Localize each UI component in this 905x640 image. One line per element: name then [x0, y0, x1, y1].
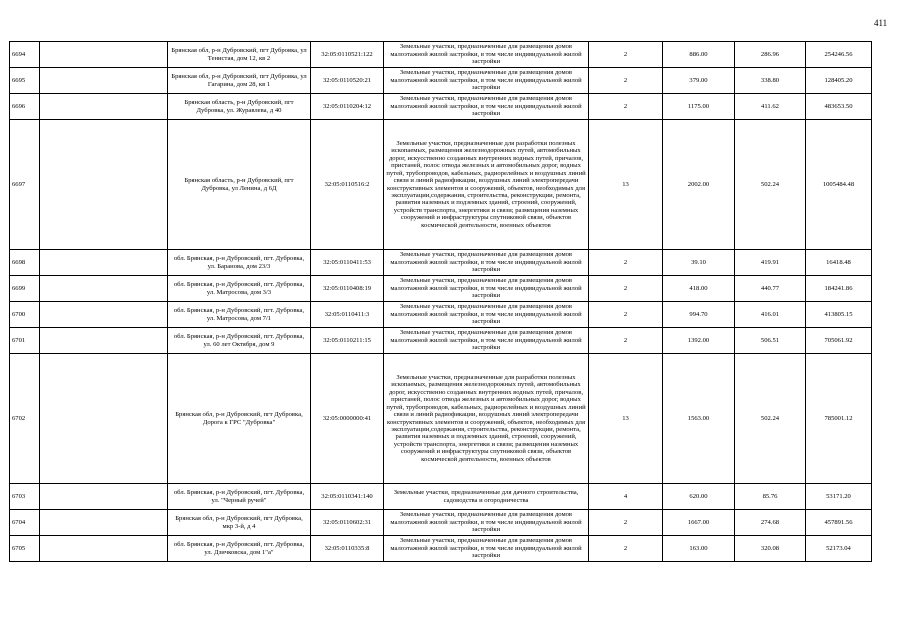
cell-cadastral-number: 32:05:0110411:53	[311, 250, 384, 276]
cell-land-use: Земельные участки, предназначенные для размещения домов малоэтажной жилой застройки, в том числе индивидуальной жилой застройки	[384, 536, 589, 562]
cell-address: обл. Брянская, р-н Дубровский, пгт. Дубровка, ул. 60 лет Октября, дом 9	[168, 328, 311, 354]
cell-group-code: 2	[589, 536, 663, 562]
cell-land-use: Земельные участки, предназначенные для размещения домов малоэтажной жилой застройки, в том числе индивидуальной жилой застройки	[384, 94, 589, 120]
cell-empty	[40, 484, 168, 510]
cell-specific-value: 411.62	[735, 94, 806, 120]
cell-address: обл. Брянская, р-н Дубровский, пгт. Дубровка, ул. Матросова, дом 7/1	[168, 302, 311, 328]
cell-number: 6699	[10, 276, 40, 302]
cell-land-use: Земельные участки, предназначенные для разработки полезных ископаемых, размещения железнодорожных путей, автомобильных дорог, искусственно созданных внутренних водных путей, причалов, пристаней, полос отвода железных и автомобильных дорог, водных путей, трубопроводов, кабельных, радиорелейных и воздушных линий связи и линий радиофикации, воздушных линий электропередачи конструктивных элементов и сооружений, объектов, необходимых для эксплуатации,содержания, строительства, реконструкции, ремонта, развития наземных и подземных зданий, строений, сооружений, устройств транспорта, энергетики и связи; размещения наземных сооружений и инфраструктуры спутниковой связи, объектов космической деятельности, военных объектов	[384, 354, 589, 484]
cell-address: обл. Брянская, р-н Дубровский, пгт. Дубровка, ул. Баранова, дом 23/3	[168, 250, 311, 276]
cell-cadastral-number: 32:05:0110516:2	[311, 120, 384, 250]
cell-area: 1175.00	[663, 94, 735, 120]
cell-group-code: 2	[589, 302, 663, 328]
cell-empty	[40, 250, 168, 276]
table-row	[10, 510, 872, 536]
page-number: 411	[874, 18, 888, 28]
cell-land-use: Земельные участки, предназначенные для дачного строительства, садоводства и огородничества	[384, 484, 589, 510]
cell-cadastral-number: 32:05:0000000:41	[311, 354, 384, 484]
cell-empty	[40, 120, 168, 250]
cell-area: 1392.00	[663, 328, 735, 354]
cell-number: 6696	[10, 94, 40, 120]
cell-cadastral-value: 705061.92	[806, 328, 872, 354]
cell-area: 418.00	[663, 276, 735, 302]
cell-cadastral-value: 483653.50	[806, 94, 872, 120]
cell-address: Брянская область, р-н Дубровский, пгт Дубровка, ул. Журавлева, д 40	[168, 94, 311, 120]
cell-land-use: Земельные участки, предназначенные для разработки полезных ископаемых, размещения железнодорожных путей, автомобильных дорог, искусственно созданных внутренних водных путей, причалов, пристаней, полос отвода железных и автомобильных дорог, водных путей, трубопроводов, кабельных, радиорелейных и воздушных линий связи и линий радиофикации, воздушных линий электропередачи конструктивных элементов и сооружений, объектов, необходимых для эксплуатации,содержания, строительства, реконструкции, ремонта, развития наземных и подземных зданий, строений, сооружений, устройств транспорта, энергетики и связи; размещения наземных сооружений и инфраструктуры спутниковой связи, объектов космической деятельности, военных объектов	[384, 120, 589, 250]
cell-specific-value: 286.96	[735, 42, 806, 68]
cell-empty	[40, 510, 168, 536]
cell-land-use: Земельные участки, предназначенные для размещения домов малоэтажной жилой застройки, в том числе индивидуальной жилой застройки	[384, 42, 589, 68]
table-row	[10, 42, 872, 68]
cell-cadastral-value: 785001.12	[806, 354, 872, 484]
cell-empty	[40, 68, 168, 94]
cell-empty	[40, 42, 168, 68]
cell-cadastral-number: 32:05:0110520:21	[311, 68, 384, 94]
cell-specific-value: 416.01	[735, 302, 806, 328]
cell-cadastral-value: 52173.04	[806, 536, 872, 562]
cell-cadastral-value: 184241.86	[806, 276, 872, 302]
cell-area: 620.00	[663, 484, 735, 510]
cell-address: обл. Брянская, р-н Дубровский, пгт. Дубровка, ул. Дзичковска, дом 1"а"	[168, 536, 311, 562]
cell-area: 379.00	[663, 68, 735, 94]
cell-cadastral-value: 413805.15	[806, 302, 872, 328]
cell-land-use: Земельные участки, предназначенные для размещения домов малоэтажной жилой застройки, в том числе индивидуальной жилой застройки	[384, 302, 589, 328]
cell-area: 39.10	[663, 250, 735, 276]
cell-specific-value: 502.24	[735, 354, 806, 484]
cell-cadastral-value: 1005484.48	[806, 120, 872, 250]
cell-area: 994.70	[663, 302, 735, 328]
cell-cadastral-value: 128405.20	[806, 68, 872, 94]
table-row	[10, 68, 872, 94]
cell-number: 6695	[10, 68, 40, 94]
cell-cadastral-number: 32:05:0110408:19	[311, 276, 384, 302]
cell-cadastral-value: 254246.56	[806, 42, 872, 68]
cell-number: 6702	[10, 354, 40, 484]
cell-cadastral-number: 32:05:0110602:31	[311, 510, 384, 536]
cell-land-use: Земельные участки, предназначенные для размещения домов малоэтажной жилой застройки, в том числе индивидуальной жилой застройки	[384, 68, 589, 94]
cell-land-use: Земельные участки, предназначенные для размещения домов малоэтажной жилой застройки, в том числе индивидуальной жилой застройки	[384, 510, 589, 536]
cell-address: Брянская обл, р-н Дубровский, пгт Дубровка, ул Гагарина, дом 28, кв 1	[168, 68, 311, 94]
cell-empty	[40, 276, 168, 302]
cell-land-use: Земельные участки, предназначенные для размещения домов малоэтажной жилой застройки, в том числе индивидуальной жилой застройки	[384, 328, 589, 354]
cell-address: Брянская обл, р-н Дубровский, пгт Дубровка, ул Тенистая, дом 12, кв 2	[168, 42, 311, 68]
cell-specific-value: 274.68	[735, 510, 806, 536]
cell-cadastral-number: 32:05:0110521:122	[311, 42, 384, 68]
cell-area: 163.00	[663, 536, 735, 562]
table-row	[10, 276, 872, 302]
cell-land-use: Земельные участки, предназначенные для размещения домов малоэтажной жилой застройки, в том числе индивидуальной жилой застройки	[384, 250, 589, 276]
table-row	[10, 250, 872, 276]
cell-number: 6705	[10, 536, 40, 562]
cell-cadastral-number: 32:05:0110335:8	[311, 536, 384, 562]
cell-specific-value: 85.76	[735, 484, 806, 510]
cell-address: Брянская обл, р-н Дубровский, пгт Дубровка, Дорога к ГРС "Дубровка"	[168, 354, 311, 484]
cell-specific-value: 419.91	[735, 250, 806, 276]
cell-group-code: 13	[589, 354, 663, 484]
cell-area: 1667.00	[663, 510, 735, 536]
cell-group-code: 2	[589, 510, 663, 536]
cell-area: 886.00	[663, 42, 735, 68]
cell-group-code: 13	[589, 120, 663, 250]
cell-number: 6694	[10, 42, 40, 68]
cell-group-code: 2	[589, 94, 663, 120]
cell-number: 6698	[10, 250, 40, 276]
cell-address: обл. Брянская, р-н Дубровский, пгт. Дубровка, ул. Матросова, дом 3/3	[168, 276, 311, 302]
cell-cadastral-number: 32:05:0110411:3	[311, 302, 384, 328]
cell-empty	[40, 94, 168, 120]
cell-cadastral-number: 32:05:0110204:12	[311, 94, 384, 120]
cell-group-code: 2	[589, 68, 663, 94]
cell-group-code: 2	[589, 250, 663, 276]
cell-empty	[40, 328, 168, 354]
table-row	[10, 484, 872, 510]
cell-number: 6697	[10, 120, 40, 250]
table-row	[10, 536, 872, 562]
cell-area: 1563.00	[663, 354, 735, 484]
cell-land-use: Земельные участки, предназначенные для размещения домов малоэтажной жилой застройки, в том числе индивидуальной жилой застройки	[384, 276, 589, 302]
cell-group-code: 2	[589, 42, 663, 68]
cell-address: Брянская область, р-н Дубровский, пгт Дубровка, ул Ленина, д 6Д	[168, 120, 311, 250]
cell-address: обл. Брянская, р-н Дубровский, пгт. Дубровка, ул. "Черный ручей"	[168, 484, 311, 510]
cell-cadastral-value: 53171.20	[806, 484, 872, 510]
cell-number: 6704	[10, 510, 40, 536]
cell-group-code: 4	[589, 484, 663, 510]
cell-cadastral-value: 457891.56	[806, 510, 872, 536]
cell-address: Брянская обл, р-н Дубровский, пгт Дубровка, мкр 3-й, д 4	[168, 510, 311, 536]
cell-specific-value: 440.77	[735, 276, 806, 302]
cell-area: 2002.00	[663, 120, 735, 250]
cell-specific-value: 338.80	[735, 68, 806, 94]
cell-empty	[40, 536, 168, 562]
cell-number: 6700	[10, 302, 40, 328]
cell-number: 6701	[10, 328, 40, 354]
cell-cadastral-value: 16418.48	[806, 250, 872, 276]
cell-cadastral-number: 32:05:0110211:15	[311, 328, 384, 354]
cell-number: 6703	[10, 484, 40, 510]
cell-specific-value: 502.24	[735, 120, 806, 250]
land-registry-table	[9, 41, 872, 562]
table-body	[10, 42, 872, 562]
table-row	[10, 328, 872, 354]
cell-specific-value: 506.51	[735, 328, 806, 354]
cell-group-code: 2	[589, 276, 663, 302]
cell-empty	[40, 302, 168, 328]
table-row	[10, 94, 872, 120]
cell-cadastral-number: 32:05:0110341:140	[311, 484, 384, 510]
table-row	[10, 302, 872, 328]
table-row	[10, 120, 872, 250]
cell-group-code: 2	[589, 328, 663, 354]
cell-empty	[40, 354, 168, 484]
cell-specific-value: 320.08	[735, 536, 806, 562]
table-row	[10, 354, 872, 484]
